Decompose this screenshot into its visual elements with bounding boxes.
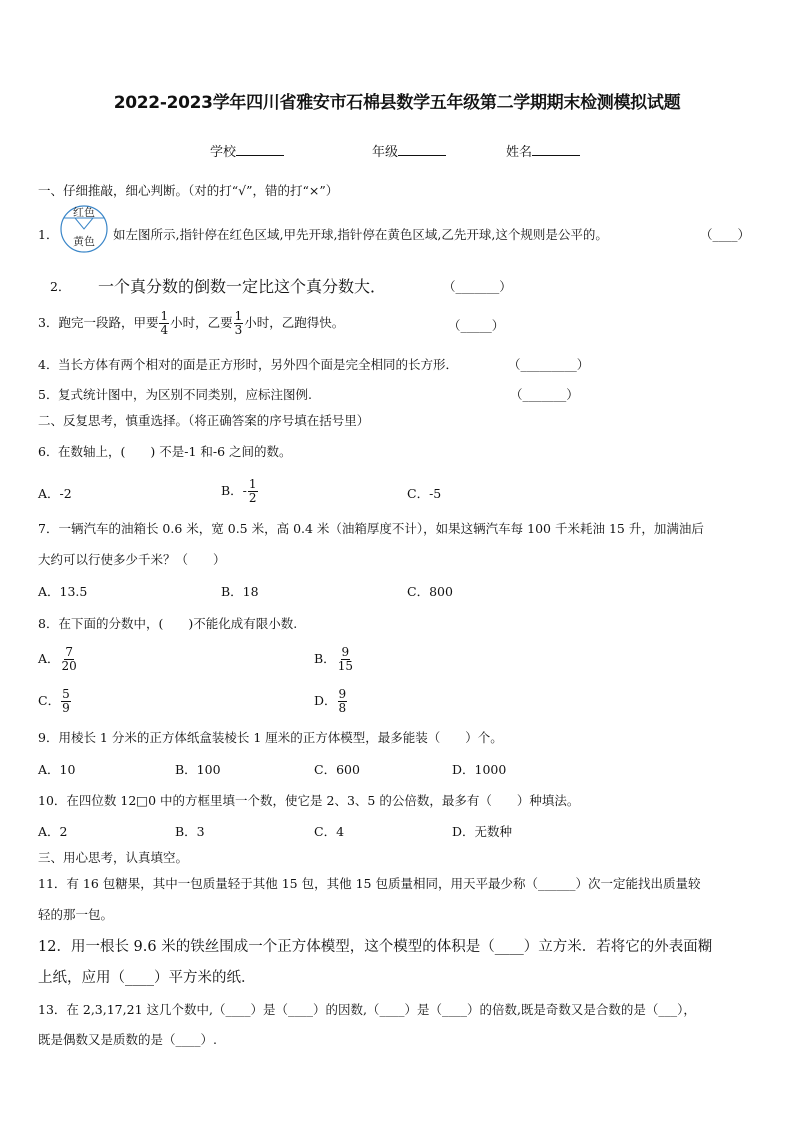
q8-option-a-fraction — [61, 646, 78, 673]
grade-field — [372, 141, 446, 160]
q12-line-1: 12．用一根长 9.6 米的铁丝围成一个正方体模型，这个模型的体积是（____）立方米．若将它的外表面糊 — [38, 939, 713, 955]
q2-answer-blank[interactable]: （_______） — [443, 279, 512, 294]
q8-option-d-label: D． — [314, 693, 337, 708]
section-2-heading: 二、反复思考，慎重选择。（将正确答案的序号填在括号里） — [38, 413, 370, 428]
q3-text-b: 小时，乙要 — [170, 315, 233, 330]
section-3-heading: 三、用心思考，认真填空。 — [38, 850, 189, 865]
section-1-heading: 一、仔细推敲，细心判断。（对的打“√”，错的打“×”） — [38, 183, 339, 198]
q8-option-d[interactable] — [314, 684, 348, 718]
q6-b-denominator: 2 — [248, 491, 257, 505]
q5-number: 5． — [38, 387, 59, 402]
q1-text: 如左图所示,指针停在红色区域,甲先开球,指针停在黄色区域,乙先开球,这个规则是公平的。 — [113, 227, 608, 242]
q10-option-c[interactable]: C．4 — [314, 824, 345, 839]
q3-line — [38, 308, 344, 338]
q3-fraction-2 — [234, 310, 244, 337]
q10-option-b[interactable]: B．3 — [175, 824, 205, 839]
q3-f2-denominator: 3 — [234, 323, 243, 337]
page-title: 2022-2023学年四川省雅安市石棉县数学五年级第二学期期末检测模拟试题 — [113, 93, 681, 113]
q13-line-1: 13．在 2,3,17,21 这几个数中,（____）是（____）的因数,（____）是（____）的倍数,既是奇数又是合数的是（___）， — [38, 1002, 696, 1017]
q5-text: 复式统计图中，为区别不同类别，应标注图例. — [58, 387, 312, 402]
q4-text: 当长方体有两个相对的面是正方形时，另外四个面是完全相同的长方形． — [58, 357, 459, 372]
q9-option-d[interactable]: D．1000 — [452, 762, 507, 777]
q8-option-a[interactable] — [38, 642, 79, 676]
q8-d-denominator: 8 — [338, 701, 347, 715]
q9-option-a[interactable]: A．10 — [38, 762, 76, 777]
q8-b-numerator: 9 — [341, 645, 350, 659]
q8-d-numerator: 9 — [338, 687, 347, 701]
q8-a-numerator: 7 — [65, 645, 73, 659]
q8-a-denominator: 20 — [61, 659, 77, 673]
q3-f1-numerator: 1 — [160, 309, 169, 323]
q6-option-b[interactable] — [221, 474, 259, 508]
q1-number: 1． — [38, 227, 59, 242]
school-label: 学校 — [210, 145, 237, 160]
q8-option-c-label: C． — [38, 693, 61, 708]
q6-number: 6． — [38, 444, 59, 459]
q6-b-numerator: 1 — [248, 477, 257, 491]
q11-line-1: 11．有 16 包糖果，其中一包质量轻于其他 15 包，其他 15 包质量相同，用天平最少称（______）次一定能找出质量较 — [38, 876, 701, 891]
q8-option-b-fraction — [337, 646, 354, 673]
q12-line-2: 上纸，应用（____）平方米的纸． — [38, 970, 256, 986]
name-blank[interactable] — [532, 141, 580, 156]
q7-option-a[interactable]: A．13.5 — [38, 584, 88, 599]
q3-answer-blank[interactable]: （_____） — [448, 318, 505, 333]
q3-number: 3． — [38, 315, 59, 330]
q3-f2-numerator: 1 — [234, 309, 243, 323]
q10-option-a[interactable]: A．2 — [38, 824, 68, 839]
grade-blank[interactable] — [398, 141, 446, 156]
school-blank[interactable] — [236, 141, 284, 156]
q10-text: 10．在四位数 12□0 中的方框里填一个数，使它是 2、3、5 的公倍数，最多有（ ）种填法。 — [38, 793, 580, 808]
q3-fraction-1 — [159, 310, 169, 337]
q7-option-b[interactable]: B．18 — [221, 584, 259, 599]
name-label: 姓名 — [506, 145, 533, 160]
spinner-wheel-icon — [60, 205, 108, 253]
q7-line-1: 7．一辆汽车的油箱长 0.6 米，宽 0.5 米，高 0.4 米（油箱厚度不计），如果这辆汽车每 100 千米耗油 15 升，加满油后 — [38, 521, 704, 536]
q9-option-b[interactable]: B．100 — [175, 762, 221, 777]
q8-option-d-fraction — [338, 688, 348, 715]
q5-answer-blank[interactable]: （_______） — [510, 387, 579, 402]
q6-option-b-prefix: B．- — [221, 483, 247, 498]
q7-line-2: 大约可以行使多少千米？（ ） — [38, 552, 226, 567]
q6-option-b-fraction — [248, 478, 258, 505]
q11-line-2: 轻的那一包。 — [38, 907, 114, 922]
q10-option-d[interactable]: D．无数种 — [452, 824, 513, 839]
q3-f1-denominator: 4 — [160, 323, 169, 337]
q3-text-a: 跑完一段路，甲要 — [58, 315, 159, 330]
q8-c-denominator: 9 — [62, 701, 70, 715]
q4-answer-blank[interactable]: （_________） — [508, 357, 590, 372]
q3-text-c: 小时，乙跑得快。 — [244, 315, 345, 330]
q8-option-b-label: B． — [314, 651, 336, 666]
wheel-label-red: 红色 — [73, 206, 95, 219]
q2-text: 一个真分数的倒数一定比这个真分数大． — [98, 277, 387, 296]
q1-answer-blank[interactable]: （____） — [700, 227, 751, 242]
q8-option-c[interactable] — [38, 684, 72, 718]
wheel-label-yellow: 黄色 — [73, 235, 95, 248]
grade-label: 年级 — [372, 145, 399, 160]
q8-option-a-label: A． — [38, 651, 60, 666]
name-field — [506, 141, 580, 160]
q2-number: 2． — [50, 279, 71, 294]
q8-option-c-fraction — [61, 688, 71, 715]
school-field — [210, 141, 284, 160]
q9-option-c[interactable]: C．600 — [314, 762, 360, 777]
q6-option-c[interactable]: C．-5 — [407, 486, 442, 501]
q6-text: 在数轴上，( ) 不是-1 和-6 之间的数。 — [58, 444, 292, 459]
q13-line-2: 既是偶数又是质数的是（____）. — [38, 1032, 217, 1047]
q8-c-numerator: 5 — [62, 687, 70, 701]
q6-option-a[interactable]: A．-2 — [38, 486, 72, 501]
q8-option-b[interactable] — [314, 642, 355, 676]
q7-option-c[interactable]: C．800 — [407, 584, 453, 599]
q8-b-denominator: 15 — [337, 659, 353, 673]
q8-text: 8．在下面的分数中，( )不能化成有限小数. — [38, 616, 298, 631]
q9-text: 9．用棱长 1 分米的正方体纸盒装棱长 1 厘米的正方体模型，最多能装（ ）个。 — [38, 730, 503, 745]
q4-number: 4． — [38, 357, 59, 372]
